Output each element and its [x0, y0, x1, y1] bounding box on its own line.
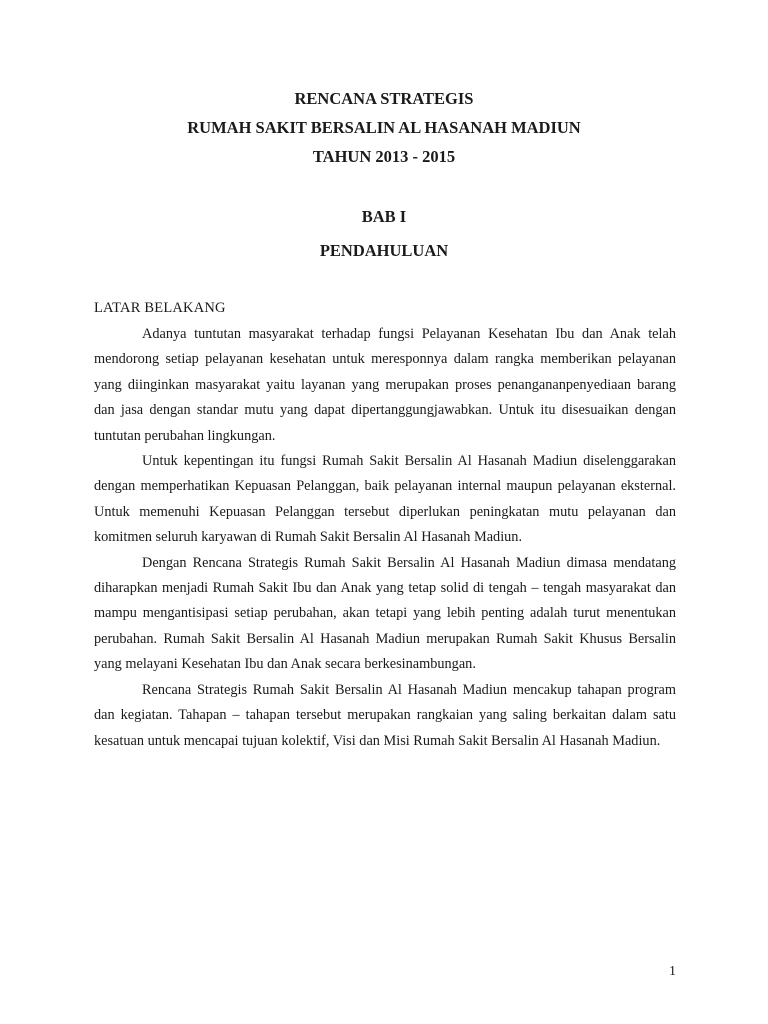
chapter-name: PENDAHULUAN	[319, 241, 449, 260]
title-line-period: TAHUN 2013 - 2015	[312, 147, 456, 166]
chapter-number: BAB I	[361, 207, 407, 226]
paragraph-1: Adanya tuntutan masyarakat terhadap fungsi Pelayanan Kesehatan Ibu dan Anak telah mendorong setiap pelayanan kesehatan untuk meresponnya dalam rangka memberikan pelayanan yang diinginkan masyarakat yaitu layanan yang merupakan proses penangananpenyediaan barang dan jasa dengan standar mutu yang dapat dipertanggungjawabkan. Untuk itu disesuaikan dengan tuntutan perubahan lingkungan.	[94, 326, 676, 444]
paragraph-2: Untuk kepentingan itu fungsi Rumah Sakit Bersalin Al Hasanah Madiun diselenggarakan dengan memperhatikan Kepuasan Pelanggan, baik pelayanan internal maupun pelayanan eksternal. Untuk memenuhi Kepuasan Pelanggan tersebut diperlukan peningkatan mutu pelayanan dan komitmen seluruh karyawan di Rumah Sakit Bersalin Al Hasanah Madiun.	[94, 453, 676, 546]
document-title	[0, 84, 768, 171]
paragraph-4: Rencana Strategis Rumah Sakit Bersalin Al Hasanah Madiun mencakup tahapan program dan kegiatan. Tahapan – tahapan tersebut merupakan rangkaian yang saling berkaitan dalam satu kesatuan untuk mencapai tujuan kolektif, Visi dan Misi Rumah Sakit Bersalin Al Hasanah Madiun.	[94, 681, 676, 749]
chapter-heading	[0, 200, 768, 268]
title-line-plan: RENCANA STRATEGIS	[294, 89, 474, 108]
section-heading: LATAR BELAKANG	[94, 300, 226, 316]
paragraph-3: Dengan Rencana Strategis Rumah Sakit Bersalin Al Hasanah Madiun dimasa mendatang diharapkan menjadi Rumah Sakit Ibu dan Anak yang tetap solid di tengah – tengah masyarakat dan mampu mengantisipasi setiap perubahan, akan tetapi yang lebih penting adalah turut menentukan perubahan. Rumah Sakit Bersalin Al Hasanah Madiun merupakan Rumah Sakit Khusus Bersalin yang melayani Kesehatan Ibu dan Anak secara berkesinambungan.	[94, 554, 676, 673]
body-text	[94, 322, 676, 754]
page-number: 1	[669, 964, 676, 979]
title-line-hospital: RUMAH SAKIT BERSALIN AL HASANAH MADIUN	[187, 118, 581, 137]
